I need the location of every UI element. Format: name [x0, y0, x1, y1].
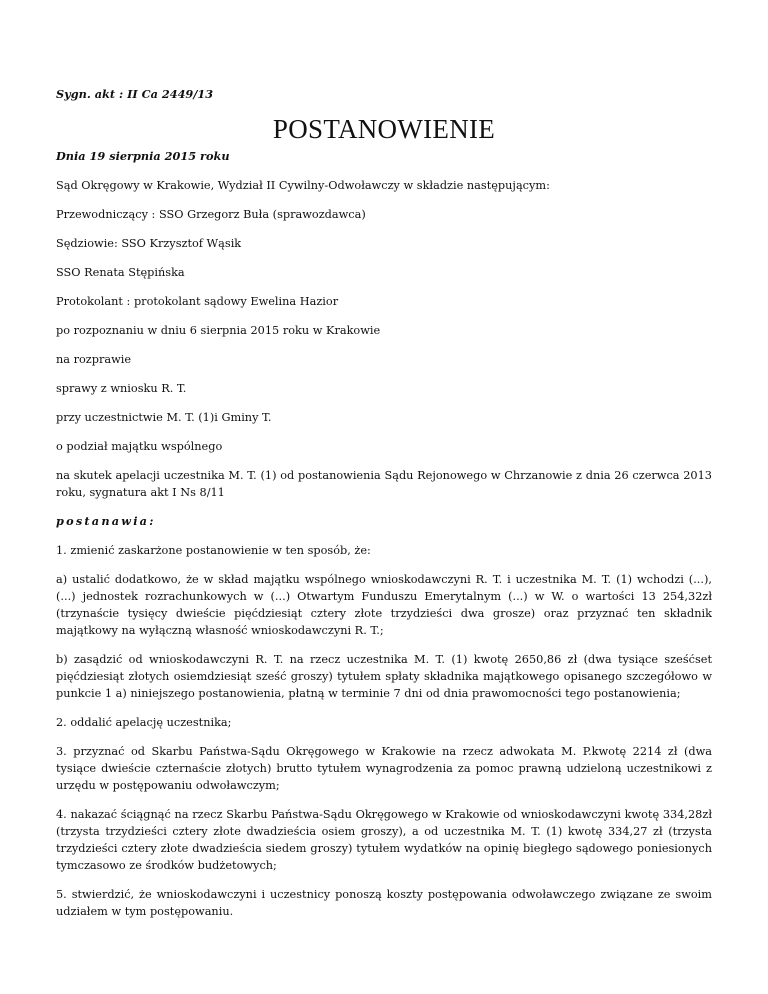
point-5: 5. stwierdzić, że wnioskodawczyni i uczestnicy ponoszą koszty postępowania odwoławczego związane ze swoim udziałem w tym postępowaniu.: [56, 888, 712, 918]
hearing-type: na rozprawie: [56, 353, 132, 366]
judges: Sędziowie: SSO Krzysztof Wąsik: [56, 237, 242, 250]
presiding-judge: Przewodniczący : SSO Grzegorz Buła (sprawozdawca): [56, 208, 366, 221]
judge-second: SSO Renata Stępińska: [56, 266, 185, 279]
document-title: POSTANOWIENIE: [272, 114, 496, 144]
point-4: 4. nakazać ściągnąć na rzecz Skarbu Państwa-Sądu Okręgowego w Krakowie od wnioskodawczyni kwotę 334,28zł (trzysta trzydzieści cztery złote dwadzieścia osiem groszy), a od uczestnika M. T. (1) kwotę 334,27 zł (trzysta trzydzieści cztery złote dwadzieścia siedem groszy) tytułem wydatków na opinię biegłego sądowego poniesionych tymczasowo ze środków budżetowych;: [56, 808, 712, 872]
hearing-date: po rozpoznaniu w dniu 6 sierpnia 2015 roku w Krakowie: [56, 324, 381, 337]
case-applicant: sprawy z wniosku R. T.: [56, 382, 187, 395]
case-participants: przy uczestnictwie M. T. (1)i Gminy T.: [56, 411, 272, 424]
clerk: Protokolant : protokolant sądowy Ewelina Hazior: [56, 295, 339, 308]
document-date: Dnia 19 sierpnia 2015 roku: [56, 149, 230, 163]
appeal-description: na skutek apelacji uczestnika M. T. (1) od postanowienia Sądu Rejonowego w Chrzanowie z dnia 26 czerwca 2013 roku, sygnatura akt I Ns 8/11: [56, 469, 712, 499]
point-2: 2. oddalić apelację uczestnika;: [56, 716, 232, 729]
case-subject: o podział majątku wspólnego: [56, 440, 223, 453]
document-body: [56, 86, 712, 932]
point-1: 1. zmienić zaskarżone postanowienie w ten sposób, że:: [56, 544, 371, 557]
point-3: 3. przyznać od Skarbu Państwa-Sądu Okręgowego w Krakowie na rzecz adwokata M. P.kwotę 2214 zł (dwa tysiące dwieście czternaście złotych) brutto tytułem wynagrodzenia za pomoc prawną udzieloną uczestnikowi z urzędu w postępowaniu odwoławczym;: [56, 745, 712, 792]
point-1a: a) ustalić dodatkowo, że w skład majątku wspólnego wnioskodawczyni R. T. i uczestnika M. T. (1) wchodzi (...), (...) jednostek rozrachunkowych w (...) Otwartym Funduszu Emerytalnym (...) w W. o wartości 13 254,32zł (trzynaście tysięcy dwieście pięćdziesiąt cztery złote trzydzieści dwa grosze) oraz przyznać ten składnik majątkowy na wyłączną własność wnioskodawczyni R. T.;: [56, 573, 712, 637]
decision-heading: postanawia:: [56, 514, 156, 528]
case-signature: Sygn. akt : II Ca 2449/13: [56, 87, 214, 101]
point-1b: b) zasądzić od wnioskodawczyni R. T. na rzecz uczestnika M. T. (1) kwotę 2650,86 zł (dwa tysiące sześćset pięćdziesiąt złotych osiemdziesiąt sześć groszy) tytułem spłaty składnika majątkowego opisanego szczegółowo w punkcie 1 a) niniejszego postanowienia, płatną w terminie 7 dni od dnia prawomocności tego postanowienia;: [56, 653, 712, 700]
court-composition: Sąd Okręgowy w Krakowie, Wydział II Cywilny-Odwoławczy w składzie następującym:: [56, 179, 550, 192]
